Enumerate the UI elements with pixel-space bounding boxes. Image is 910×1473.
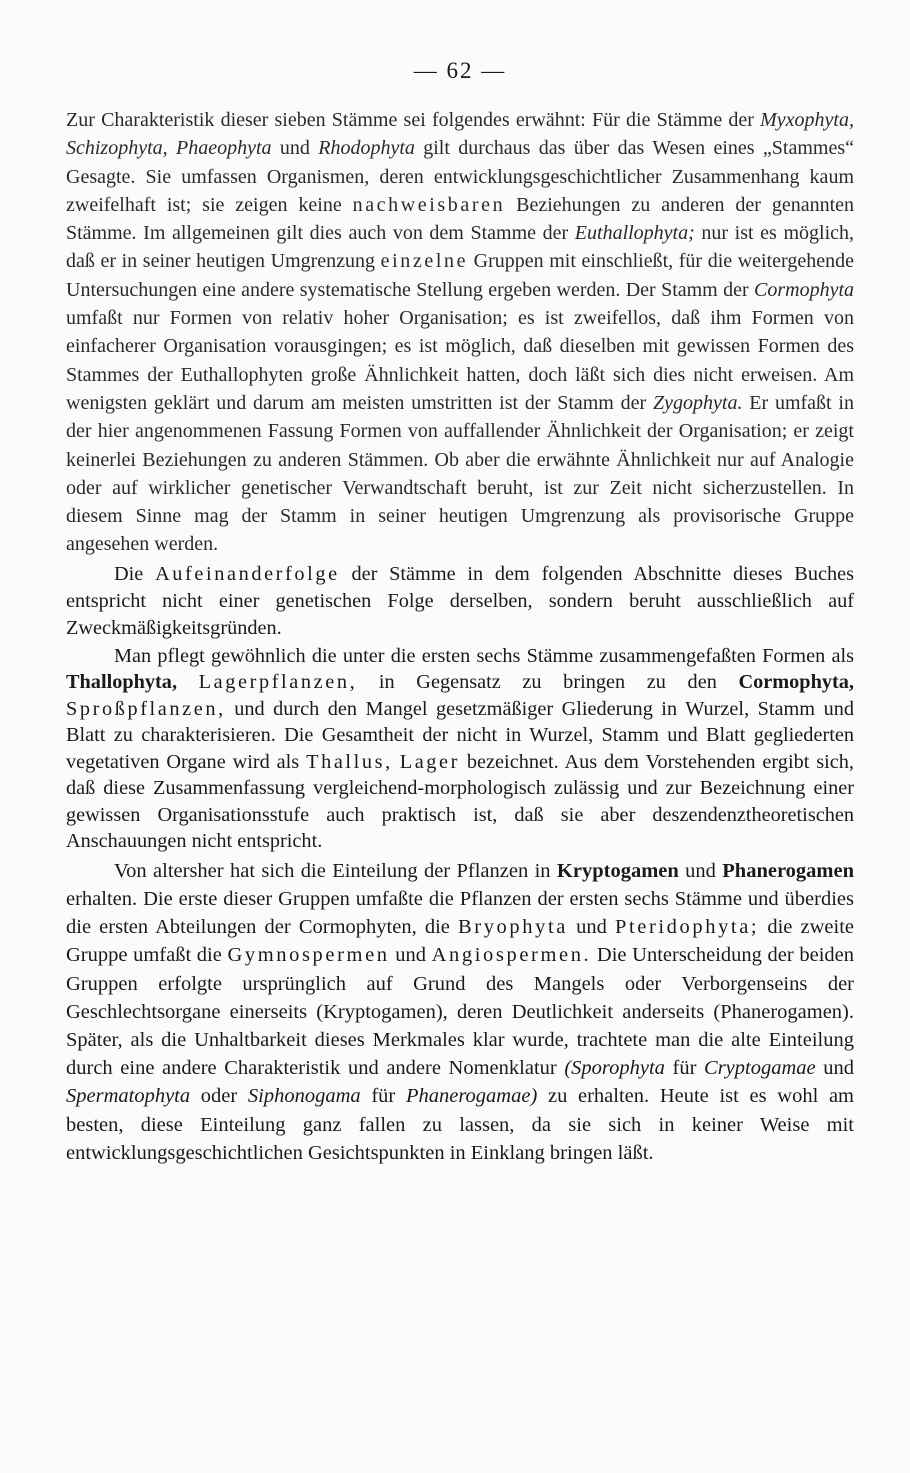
- text-segment: Gymnospermen: [227, 944, 390, 967]
- text-segment: erhalten. Die erste dieser Gruppen umfaßte die Pflanzen der ersten sechs Stämme und überdies die ersten Abteilungen der Cormophyten, die: [66, 887, 854, 939]
- text-segment: Phanerogamae): [405, 1085, 538, 1108]
- text-segment: Bryophyta: [458, 916, 568, 939]
- text-segment: Lager: [399, 750, 461, 773]
- text-segment: und durch den Mangel gesetzmäßiger Gliederung in Wurzel, Stamm und Blatt zu charakterisieren. Die Gesamtheit der nicht in Wurzel, Stamm und Blatt gegliederten vegetativen Organe wird als: [66, 697, 854, 773]
- text-segment: die zweite Gruppe umfaßt die: [66, 916, 854, 967]
- text-segment: für: [360, 1085, 406, 1108]
- text-segment: Die: [114, 562, 156, 585]
- text-segment: Von altersher hat sich die Einteilung der Pflanzen in: [114, 859, 557, 882]
- text-segment: und: [567, 916, 615, 939]
- paragraph-3: [66, 643, 854, 855]
- text-segment: Zur Charakteristik dieser sieben Stämme sei folgendes erwähnt: Für die Stämme der: [66, 109, 761, 131]
- text-segment: Sproßpflanzen,: [66, 697, 226, 720]
- text-segment: in Gegensatz zu bringen zu den: [357, 671, 739, 694]
- text-segment: (Sporophyta: [564, 1057, 665, 1080]
- text-segment: Euthallophyta;: [574, 222, 695, 245]
- text-segment: Cormophyta,: [738, 671, 854, 694]
- text-segment: nur ist es möglich, daß er in seiner heutigen Umgrenzung: [66, 222, 855, 273]
- paragraph-1: [66, 106, 854, 559]
- text-segment: Kryptogamen: [556, 859, 679, 882]
- text-segment: und: [271, 137, 319, 160]
- text-segment: Cryptogamae: [704, 1057, 816, 1080]
- text-segment: oder: [190, 1085, 248, 1108]
- text-segment: Myxophyta, Schizophyta, Phaeophyta: [66, 109, 854, 160]
- text-segment: [393, 751, 400, 773]
- text-segment: Thallus,: [306, 750, 393, 773]
- paragraph-4: [66, 857, 854, 1167]
- text-segment: Die Unterscheidung der beiden Gruppen erfolgte ursprünglich auf Grund des Mangels oder Verborgenseins der Geschlechtsorgane einerseits (Kryptogamen), deren Deutlichkeit anderseits (Phanerogamen). Später, als die Unhaltbarkeit dieses Merkmales klar wurde, trachtete man die alte Einteilung durch eine andere Charakteristik und andere Nomenklatur: [66, 944, 855, 1080]
- text-segment: Zygophyta.: [653, 391, 743, 414]
- text-segment: Man pflegt gewöhnlich die unter die ersten sechs Stämme zusammengefaßten Formen als: [114, 644, 854, 667]
- paragraph-2: [66, 561, 854, 642]
- page-number: — 62 —: [413, 58, 507, 83]
- text-segment: der Stämme in dem folgenden Abschnitte dieses Buches entspricht nicht einer genetischen Folge derselben, sondern beruht ausschließlich auf Zweckmäßigkeitsgründen.: [66, 562, 854, 639]
- text-segment: und: [389, 944, 432, 967]
- text-segment: Angiospermen.: [431, 944, 592, 967]
- text-segment: für: [664, 1057, 705, 1080]
- text-segment: zu erhalten. Heute ist es wohl am besten, diese Einteilung ganz fallen zu lassen, da sie sich in keiner Weise mit entwicklungsgeschichtlichen Gesichtspunkten in Einklang bringen läßt.: [66, 1085, 854, 1164]
- text-segment: Phanerogamen: [722, 859, 855, 882]
- text-segment: bezeichnet. Aus dem Vorstehenden ergibt sich, daß diese Zusammenfassung vergleichend-morphologisch zulässig und zur Bezeichnung einer gewissen Organisationsstufe auch praktisch ist, daß sie aber deszendenztheoretischen Anschauungen nicht entspricht.: [66, 750, 854, 853]
- text-segment: Rhodophyta: [318, 137, 415, 160]
- text-segment: Cormophyta: [754, 278, 854, 301]
- text-segment: Siphonogama: [247, 1085, 361, 1108]
- text-segment: Beziehungen zu anderen der genannten Stämme. Im allgemeinen gilt dies auch von dem Stamme der: [66, 193, 855, 245]
- text-segment: Pteridophyta;: [614, 916, 760, 939]
- text-segment: einzelne: [380, 250, 469, 273]
- text-segment: Gruppen mit einschließt, für die weitergehende Untersuchungen eine andere systematische Stellung ergeben werden. Der Stamm der: [66, 250, 854, 301]
- text-segment: umfaßt nur Formen von relativ hoher Organisation; es ist zweifellos, daß ihm Formen von einfacherer Organisation vorausgingen; es ist möglich, daß dieselben mit gewissen Formen des Stammes der Euthallophyten große Ähnlichkeit hatten, doch läßt sich dies nicht erweisen. Am wenigsten geklärt und darum am meisten umstritten ist der Stamm der: [66, 307, 854, 414]
- text-segment: gilt durchaus das über das Wesen eines „Stammes“ Gesagte. Sie umfassen Organismen, deren entwicklungsgeschichtlicher Zusammenhang kaum zweifelhaft ist; sie zeigen keine: [66, 137, 855, 216]
- text-segment: nachweisbaren: [352, 193, 506, 216]
- text-segment: Aufeinanderfolge: [155, 562, 340, 585]
- text-segment: und: [815, 1057, 854, 1080]
- text-segment: [177, 671, 199, 693]
- text-segment: Lagerpflanzen,: [198, 671, 358, 694]
- text-segment: Spermatophyta: [66, 1085, 191, 1108]
- text-segment: Thallophyta,: [66, 671, 178, 694]
- text-segment: und: [678, 859, 723, 882]
- text-segment: Er umfaßt in der hier angenommenen Fassung Formen von auffallender Ähnlichkeit der Organisation; er zeigt keinerlei Beziehungen zu anderen Stämmen. Ob aber die erwähnte Ähnlichkeit nur auf Analogie oder auf wirklicher genetischer Verwandtschaft beruht, ist zur Zeit nicht sicherzustellen. In diesem Sinne mag der Stamm in seiner heutigen Umgrenzung als provisorische Gruppe angesehen werden.: [66, 391, 854, 556]
